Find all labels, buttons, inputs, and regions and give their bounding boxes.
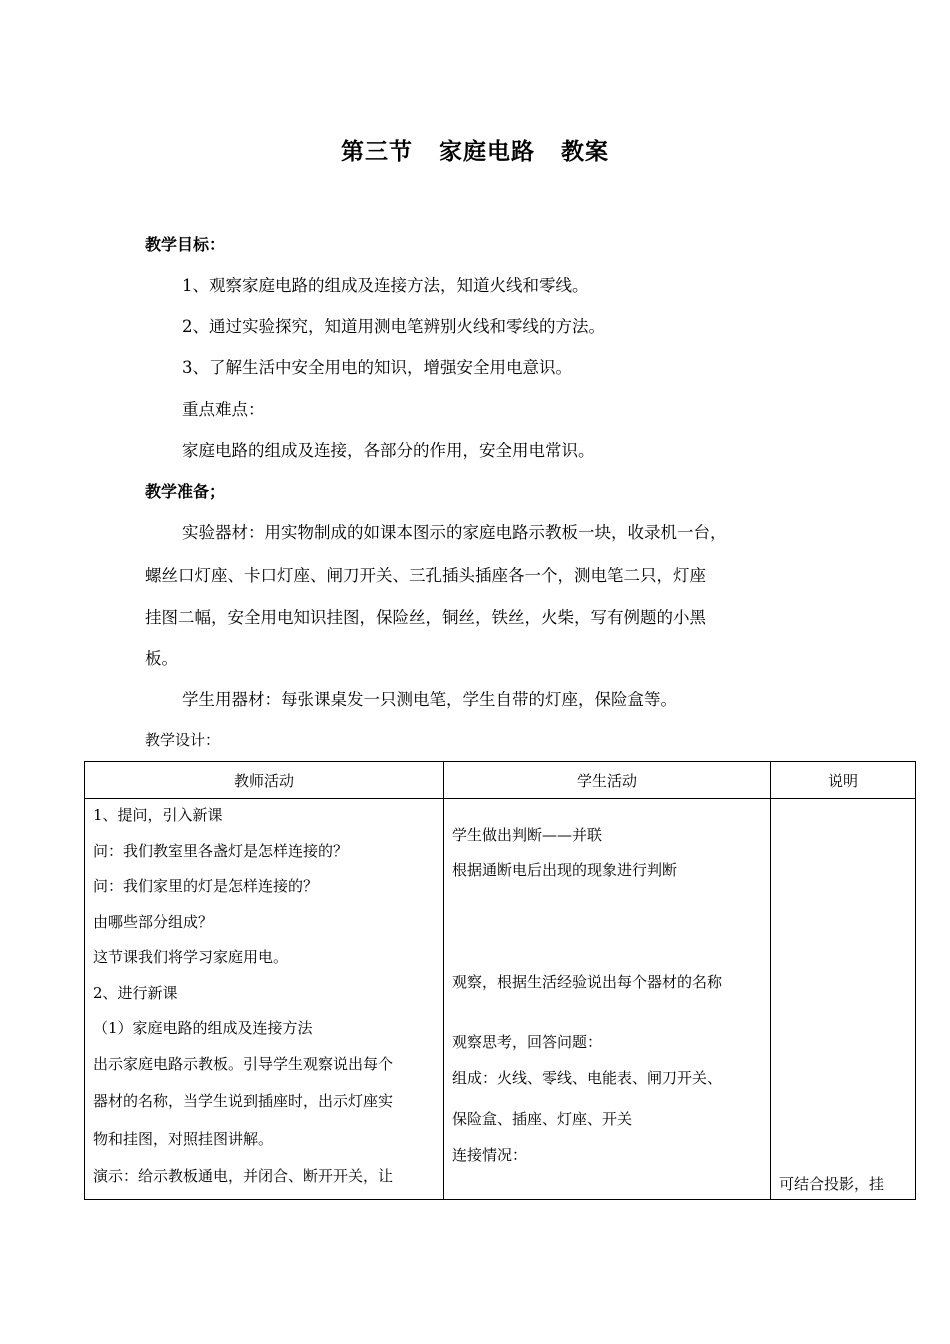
teacher-line: 出示家庭电路示教板。引导学生观察说出每个	[93, 1055, 394, 1073]
document-title	[0, 133, 950, 166]
title-part-topic: 家庭电路	[439, 139, 535, 165]
preparation-line: 挂图二幅，安全用电知识挂图，保险丝，铜丝，铁丝，火柴，写有例题的小黑	[145, 608, 706, 627]
objectives-heading: 教学目标：	[145, 235, 226, 254]
note-line: 可结合投影，挂	[779, 1175, 885, 1193]
teacher-line: （1）家庭电路的组成及连接方法	[93, 1019, 313, 1037]
student-line: 连接情况：	[452, 1146, 528, 1164]
objective-item: 1、观察家庭电路的组成及连接方法，知道火线和零线。	[182, 276, 589, 295]
header-student-activity: 学生活动	[444, 762, 771, 799]
design-label: 教学设计：	[145, 731, 221, 749]
student-line: 保险盒、插座、灯座、开关	[452, 1110, 633, 1128]
key-points-text: 家庭电路的组成及连接，各部分的作用，安全用电常识。	[182, 441, 595, 460]
preparation-heading: 教学准备；	[145, 482, 226, 501]
teacher-line: 由哪些部分组成？	[93, 913, 214, 931]
header-teacher-activity: 教师活动	[85, 762, 444, 799]
notes-cell	[771, 799, 916, 1200]
table-row	[85, 799, 916, 1200]
student-line: 根据通断电后出现的现象进行判断	[452, 861, 678, 879]
student-line: 学生做出判断——并联	[452, 826, 603, 844]
teacher-line: 器材的名称，当学生说到插座时，出示灯座实	[93, 1092, 394, 1110]
student-line: 观察，根据生活经验说出每个器材的名称	[452, 973, 723, 991]
objective-item: 2、通过实验探究，知道用测电笔辨别火线和零线的方法。	[182, 317, 605, 336]
teacher-activity-cell	[85, 799, 444, 1200]
student-equipment-line: 学生用器材：每张课桌发一只测电笔，学生自带的灯座，保险盒等。	[182, 690, 677, 709]
teacher-line: 问：我们家里的灯是怎样连接的？	[93, 877, 319, 895]
student-activity-cell	[444, 799, 771, 1200]
teacher-line: 物和挂图，对照挂图讲解。	[93, 1130, 274, 1148]
preparation-line: 螺丝口灯座、卡口灯座、闸刀开关、三孔插头插座各一个，测电笔二只，灯座	[145, 566, 706, 585]
title-part-type: 教案	[561, 139, 609, 165]
preparation-line: 板。	[145, 649, 178, 668]
teacher-line: 2、进行新课	[93, 984, 178, 1002]
teacher-line: 演示：给示教板通电，并闭合、断开开关，让	[93, 1167, 394, 1185]
student-line: 观察思考，回答问题：	[452, 1033, 603, 1051]
header-notes: 说明	[771, 762, 916, 799]
teacher-line: 这节课我们将学习家庭用电。	[93, 948, 289, 966]
teacher-line: 问：我们教室里各盏灯是怎样连接的？	[93, 842, 349, 860]
title-part-section: 第三节	[341, 139, 413, 165]
teaching-design-table	[84, 761, 916, 1200]
objective-item: 3、了解生活中安全用电的知识，增强安全用电意识。	[182, 358, 572, 377]
student-line: 组成：火线、零线、电能表、闸刀开关、	[452, 1069, 723, 1087]
teacher-line: 1、提问，引入新课	[93, 806, 223, 824]
preparation-line: 实验器材：用实物制成的如课本图示的家庭电路示教板一块，收录机一台，	[182, 523, 727, 542]
table-header-row	[85, 762, 916, 799]
key-points-label: 重点难点：	[182, 400, 265, 419]
